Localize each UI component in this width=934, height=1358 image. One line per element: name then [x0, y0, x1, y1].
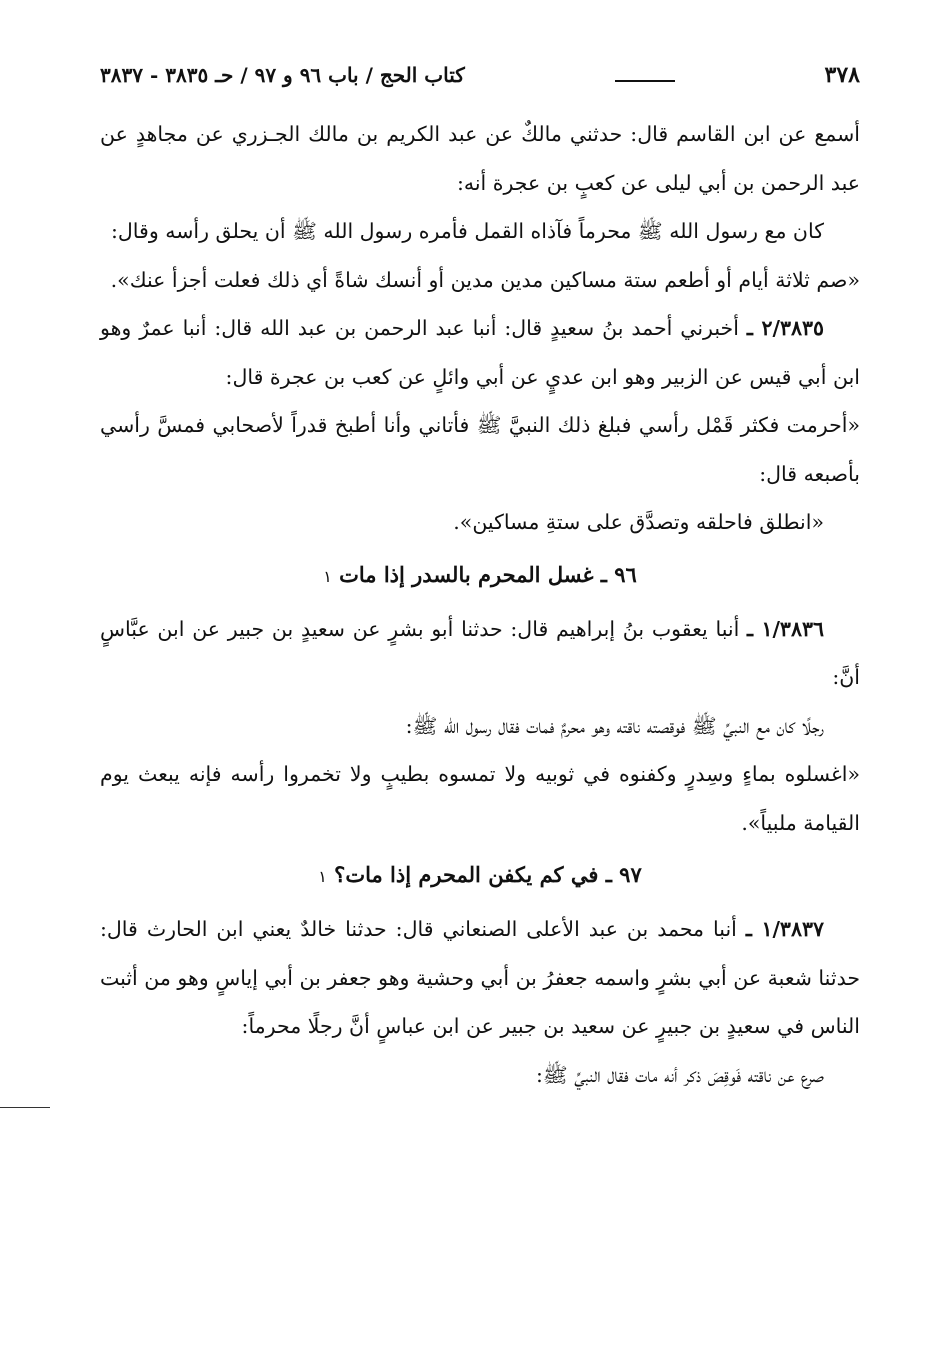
page-number: ٣٧٨	[824, 62, 860, 88]
hadith-number-3835: ٢/٣٨٣٥ ـ	[746, 316, 824, 340]
header-rule	[615, 80, 675, 82]
chapter-title-96: ٩٦ ـ غسل المحرم بالسدر إذا مات	[339, 561, 637, 587]
chapter-heading-97	[100, 851, 860, 901]
book-page	[100, 62, 860, 1099]
paragraph-matn-3834: كان مع رسول الله ﷺ محرماً فآذاه القمل فأمره رسول الله ﷺ أن يحلق رأسه وقال:	[111, 219, 824, 243]
footnote-ref-97: ١	[318, 867, 327, 886]
paragraph-isnad-3834: أسمع عن ابن القاسم قال: حدثني مالكٌ عن عبد الكريم بن مالك الجـزري عن مجاهدٍ عن عبد الرحمن بن أبي ليلى عن كعبٍ بن عجرة أنه:	[100, 122, 860, 195]
running-title: كتاب الحج / باب ٩٦ و ٩٧ / حـ ٣٨٣٥ - ٣٨٣٧	[100, 63, 465, 87]
hadith-number-3837: ١/٣٨٣٧ ـ	[745, 917, 824, 941]
margin-mark	[0, 1107, 50, 1108]
paragraph-quote-3836: «اغسلوه بماءٍ وسِدرٍ وكفنوه في ثوبيه ولا تمسوه بطيبٍ ولا تخمروا رأسه فإنه يبعث يوم القيامة ملبياً».	[100, 762, 860, 835]
hadith-number-3836: ١/٣٨٣٦ ـ	[747, 616, 824, 641]
running-head	[100, 62, 860, 96]
footnote-ref-96: ١	[323, 566, 332, 586]
hadith-text-3835: أخبرني أحمد بنُ سعيدٍ قال: أنبا عبد الرحمن بن عبد الله قال: أنبا عمرٌ وهو ابن أبي قيس عن الزبير وهو ابن عديٍ عن أبي وائلٍ عن كعب بن عجرة قال:	[100, 316, 860, 389]
paragraph-quote-3834: «صم ثلاثة أيام أو أطعم ستة مساكين مدين مدين أو أنسك شاةً أي ذلك فعلت أجزأ عنك».	[110, 267, 860, 292]
paragraph-quote-3835b: «انطلق فاحلقه وتصدَّق على ستةِ مساكين».	[453, 510, 824, 534]
paragraph-hadith-3837	[100, 905, 860, 1051]
hadith-text-3837: أنبا محمد بن عبد الأعلى الصنعاني قال: حدثنا خالدٌ يعني ابن الحارث قال: حدثنا شعبة عن أبي بشرٍ واسمه جعفرُ بن أبي وحشية وهو جعفر بن أبي إياسٍ وهو من أثبت الناس في سعيدٍ بن جبيرٍ عن سعيد بن جبير عن ابن عباسٍ أنَّ رجلًا محرماً:	[100, 917, 860, 1038]
paragraph-matn-3836: رجلًا كان مع النبيِّ ﷺ فوقصته ناقته وهو محرمٌ فمات فقال رسول الله ﷺ:	[405, 713, 824, 738]
paragraph-quote-3835a: «أحرمت فكثر قَمْل رأسي فبلغ ذلك النبيَّ ﷺ فأتاني وأنا أطبخ قدراً لأصحابي فمسَّ رأسي بأصبعه قال:	[100, 413, 860, 486]
paragraph-hadith-3835	[100, 304, 860, 401]
hadith-text-3836: أنبا يعقوب بنُ إبراهيم قال: حدثنا أبو بشرٍ عن سعيدٍ بن جبير عن ابن عبَّاسٍ أنَّ:	[100, 616, 860, 689]
paragraph-matn-3837: صرع عن ناقته فَوقِصَ ذكر أنه مات فقال النبيِّ ﷺ:	[536, 1062, 824, 1087]
paragraph-hadith-3836	[100, 605, 860, 702]
chapter-heading-96	[100, 551, 860, 601]
chapter-title-97: ٩٧ ـ في كم يكفن المحرم إذا مات؟	[334, 862, 642, 887]
